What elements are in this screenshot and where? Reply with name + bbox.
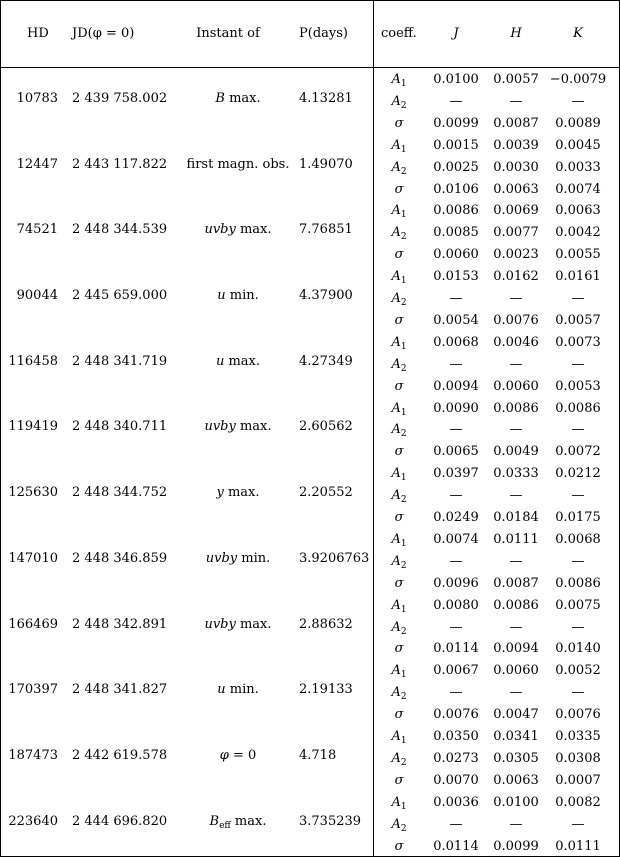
coeff-label: $A_1$ xyxy=(391,729,407,746)
value-j: 0.0273 xyxy=(433,750,479,766)
value-h: — xyxy=(509,553,523,569)
coeff-label: $A_2$ xyxy=(391,225,407,243)
hd-number: 74521 xyxy=(16,222,58,238)
value-j: 0.0094 xyxy=(433,378,479,394)
period-days: 7.76851 xyxy=(299,222,353,238)
coeff-label: σ xyxy=(394,378,404,394)
coeff-label: $A_2$ xyxy=(391,816,407,834)
value-j: 0.0106 xyxy=(433,181,479,197)
value-j: — xyxy=(449,291,463,306)
value-h: 0.0047 xyxy=(493,707,539,723)
value-k: 0.0140 xyxy=(555,641,601,657)
value-j: 0.0153 xyxy=(433,269,479,285)
instant-of: $B_{eff}$ max. xyxy=(209,813,267,831)
value-k: 0.0033 xyxy=(555,159,601,175)
coeff-label: σ xyxy=(394,115,404,131)
value-k: 0.0076 xyxy=(555,707,601,723)
julian-date: 2 448 341.719 xyxy=(72,353,168,369)
value-j: 0.0397 xyxy=(433,466,479,482)
value-h: 0.0086 xyxy=(493,400,539,416)
julian-date: 2 448 344.752 xyxy=(72,485,168,501)
value-j: — xyxy=(449,93,463,109)
value-k: 0.0072 xyxy=(555,444,601,460)
header-rule xyxy=(0,67,620,68)
value-k: 0.0086 xyxy=(555,575,601,591)
period-days: 4.37900 xyxy=(299,288,353,303)
value-k: — xyxy=(571,291,585,306)
value-j: 0.0085 xyxy=(433,225,479,241)
value-k: 0.0089 xyxy=(555,115,601,131)
coeff-label: σ xyxy=(394,247,404,263)
hd-number: 116458 xyxy=(8,353,58,369)
value-k: 0.0335 xyxy=(555,729,601,744)
instant-of: y max. xyxy=(216,485,260,501)
value-k: — xyxy=(571,422,585,438)
value-h: 0.0039 xyxy=(493,137,539,153)
period-days: 2.20552 xyxy=(299,485,353,501)
value-h: 0.0087 xyxy=(493,575,539,591)
instant-of: u min. xyxy=(217,288,259,303)
value-h: 0.0057 xyxy=(493,72,539,87)
value-h: 0.0076 xyxy=(493,312,539,328)
value-j: 0.0036 xyxy=(433,794,479,810)
value-h: 0.0305 xyxy=(493,750,539,766)
value-j: 0.0099 xyxy=(433,115,479,131)
hd-number: 170397 xyxy=(8,682,58,698)
header-coeff: coeff. xyxy=(381,26,417,41)
value-k: 0.0075 xyxy=(555,597,601,613)
value-h: 0.0099 xyxy=(493,838,539,854)
value-k: 0.0007 xyxy=(555,772,601,788)
period-days: 3.9206763 xyxy=(299,550,370,566)
value-h: 0.0341 xyxy=(493,729,539,744)
value-j: 0.0090 xyxy=(433,400,479,416)
value-j: 0.0114 xyxy=(433,641,479,657)
value-j: 0.0086 xyxy=(433,203,479,219)
value-j: — xyxy=(449,553,463,569)
julian-date: 2 444 696.820 xyxy=(72,813,168,829)
period-days: 3.735239 xyxy=(299,813,362,829)
period-days: 2.88632 xyxy=(299,616,353,632)
value-h: — xyxy=(509,619,523,635)
coeff-label: $A_1$ xyxy=(391,334,407,352)
hd-number: 10783 xyxy=(16,90,58,106)
value-h: 0.0087 xyxy=(493,115,539,131)
value-h: 0.0060 xyxy=(493,378,539,394)
value-k: 0.0053 xyxy=(555,378,601,394)
header-j: J xyxy=(453,26,459,41)
value-k: 0.0045 xyxy=(555,137,601,153)
value-j: — xyxy=(449,816,463,832)
value-j: 0.0067 xyxy=(433,663,479,679)
value-k: 0.0055 xyxy=(555,247,601,263)
instant-of: u max. xyxy=(215,353,261,369)
julian-date: 2 445 659.000 xyxy=(72,288,168,303)
value-h: 0.0100 xyxy=(493,794,539,810)
value-h: 0.0069 xyxy=(493,203,539,219)
value-k: 0.0074 xyxy=(555,181,601,197)
value-k: 0.0042 xyxy=(555,225,601,241)
hd-number: 90044 xyxy=(16,288,58,303)
value-j: 0.0350 xyxy=(433,729,479,744)
hd-number: 187473 xyxy=(8,747,58,763)
coeff-label: σ xyxy=(394,575,404,591)
value-j: 0.0114 xyxy=(433,838,479,854)
instant-of: uvby max. xyxy=(204,419,272,435)
hd-number: 223640 xyxy=(8,813,58,829)
header-jd: JD(φ = 0) xyxy=(72,26,135,41)
instant-of: uvby min. xyxy=(205,550,271,566)
value-h: 0.0063 xyxy=(493,181,539,197)
value-h: 0.0030 xyxy=(493,159,539,175)
value-h: 0.0333 xyxy=(493,466,539,482)
instant-of: u min. xyxy=(217,682,259,698)
value-h: 0.0077 xyxy=(493,225,539,241)
coeff-label: σ xyxy=(394,707,404,723)
hd-number: 166469 xyxy=(8,616,58,632)
period-days: 2.19133 xyxy=(299,682,353,698)
instant-of: uvby max. xyxy=(204,222,272,238)
julian-date: 2 448 344.539 xyxy=(72,222,168,238)
period-days: 1.49070 xyxy=(299,156,353,172)
coeff-label: $A_1$ xyxy=(391,400,407,418)
coeff-label: σ xyxy=(394,312,404,328)
value-j: 0.0068 xyxy=(433,334,479,350)
value-k: 0.0052 xyxy=(555,663,601,679)
value-k: — xyxy=(571,619,585,635)
value-j: 0.0076 xyxy=(433,707,479,723)
coeff-label: $A_1$ xyxy=(391,466,407,484)
header-h: H xyxy=(510,26,522,41)
coeff-label: $A_1$ xyxy=(391,269,407,287)
value-j: 0.0065 xyxy=(433,444,479,460)
value-k: 0.0086 xyxy=(555,400,601,416)
value-j: 0.0074 xyxy=(433,531,479,547)
value-h: 0.0184 xyxy=(493,510,539,525)
header-k: K xyxy=(573,26,583,41)
coeff-label: σ xyxy=(394,772,404,788)
value-j: 0.0080 xyxy=(433,597,479,613)
hd-number: 12447 xyxy=(16,156,58,172)
value-h: — xyxy=(509,816,523,832)
value-k: 0.0212 xyxy=(555,466,601,482)
coeff-label: $A_1$ xyxy=(391,663,407,681)
value-k: 0.0068 xyxy=(555,531,601,547)
coeff-label: $A_1$ xyxy=(391,137,407,155)
value-h: 0.0060 xyxy=(493,663,539,679)
coeff-label: σ xyxy=(394,838,404,854)
instant-of: φ = 0 xyxy=(219,747,257,763)
coeff-label: $A_2$ xyxy=(391,488,407,506)
julian-date: 2 442 619.578 xyxy=(72,747,168,763)
coeff-label: $A_2$ xyxy=(391,356,407,374)
instant-of: B max. xyxy=(215,90,261,106)
value-k: — xyxy=(571,93,585,109)
value-k: — xyxy=(571,553,585,569)
value-k: 0.0082 xyxy=(555,794,601,810)
coeff-label: $A_1$ xyxy=(391,794,407,812)
value-j: 0.0249 xyxy=(433,510,479,525)
value-k: 0.0057 xyxy=(555,312,601,328)
coeff-label: $A_1$ xyxy=(391,203,407,221)
value-k: 0.0063 xyxy=(555,203,601,219)
coeff-label: $A_2$ xyxy=(391,685,407,703)
value-k: 0.0111 xyxy=(555,838,601,854)
instant-of: uvby max. xyxy=(204,616,272,632)
value-k: — xyxy=(571,488,585,504)
value-h: 0.0111 xyxy=(493,531,539,547)
value-k: 0.0175 xyxy=(555,510,601,525)
value-h: 0.0046 xyxy=(493,334,539,350)
coeff-label: $A_1$ xyxy=(391,72,407,89)
period-days: 2.60562 xyxy=(299,419,353,435)
value-k: — xyxy=(571,816,585,832)
value-h: — xyxy=(509,422,523,438)
coeff-label: $A_2$ xyxy=(391,553,407,571)
value-j: 0.0015 xyxy=(433,137,479,153)
value-j: 0.0096 xyxy=(433,575,479,591)
coeff-label: $A_2$ xyxy=(391,159,407,177)
coeff-label: $A_2$ xyxy=(391,93,407,111)
value-h: — xyxy=(509,488,523,504)
header-hd: HD xyxy=(27,26,49,41)
julian-date: 2 448 342.891 xyxy=(72,616,168,632)
coeff-label: $A_2$ xyxy=(391,422,407,440)
value-j: — xyxy=(449,685,463,701)
coeff-label: σ xyxy=(394,641,404,657)
value-k: — xyxy=(571,685,585,701)
value-h: 0.0063 xyxy=(493,772,539,788)
coeff-label: $A_1$ xyxy=(391,531,407,549)
value-h: 0.0049 xyxy=(493,444,539,460)
julian-date: 2 448 340.711 xyxy=(72,419,168,435)
value-k: −0.0079 xyxy=(549,72,607,87)
julian-date: 2 448 346.859 xyxy=(72,550,168,566)
value-h: — xyxy=(509,356,523,372)
hd-number: 119419 xyxy=(8,419,58,435)
value-k: 0.0308 xyxy=(555,750,601,766)
hd-number: 125630 xyxy=(8,485,58,501)
header-instant: Instant of xyxy=(196,26,260,41)
coeff-label: $A_2$ xyxy=(391,291,407,308)
julian-date: 2 448 341.827 xyxy=(72,682,168,698)
header-period: P(days) xyxy=(299,26,348,41)
value-j: 0.0060 xyxy=(433,247,479,263)
coeff-label: σ xyxy=(394,444,404,460)
value-k: — xyxy=(571,356,585,372)
value-j: — xyxy=(449,422,463,438)
value-h: — xyxy=(509,685,523,701)
coeff-label: $A_2$ xyxy=(391,619,407,637)
value-h: 0.0162 xyxy=(493,269,539,285)
coeff-label: σ xyxy=(394,510,404,525)
coeff-label: $A_1$ xyxy=(391,597,407,615)
hd-number: 147010 xyxy=(8,550,58,566)
column-divider xyxy=(373,0,374,857)
period-days: 4.13281 xyxy=(299,90,353,106)
instant-of: first magn. obs. xyxy=(186,156,290,172)
julian-date: 2 439 758.002 xyxy=(72,90,168,106)
value-h: 0.0086 xyxy=(493,597,539,613)
value-j: 0.0070 xyxy=(433,772,479,788)
value-k: 0.0073 xyxy=(555,334,601,350)
julian-date: 2 443 117.822 xyxy=(72,156,168,172)
value-j: — xyxy=(449,488,463,504)
value-j: — xyxy=(449,356,463,372)
coeff-label: $A_2$ xyxy=(391,750,407,768)
value-j: — xyxy=(449,619,463,635)
value-j: 0.0100 xyxy=(433,72,479,87)
value-k: 0.0161 xyxy=(555,269,601,285)
period-days: 4.718 xyxy=(299,747,337,763)
value-j: 0.0025 xyxy=(433,159,479,175)
value-j: 0.0054 xyxy=(433,312,479,328)
coeff-label: σ xyxy=(394,181,404,197)
value-h: 0.0023 xyxy=(493,247,539,263)
value-h: 0.0094 xyxy=(493,641,539,657)
value-h: — xyxy=(509,93,523,109)
period-days: 4.27349 xyxy=(299,353,353,369)
value-h: — xyxy=(509,291,523,306)
